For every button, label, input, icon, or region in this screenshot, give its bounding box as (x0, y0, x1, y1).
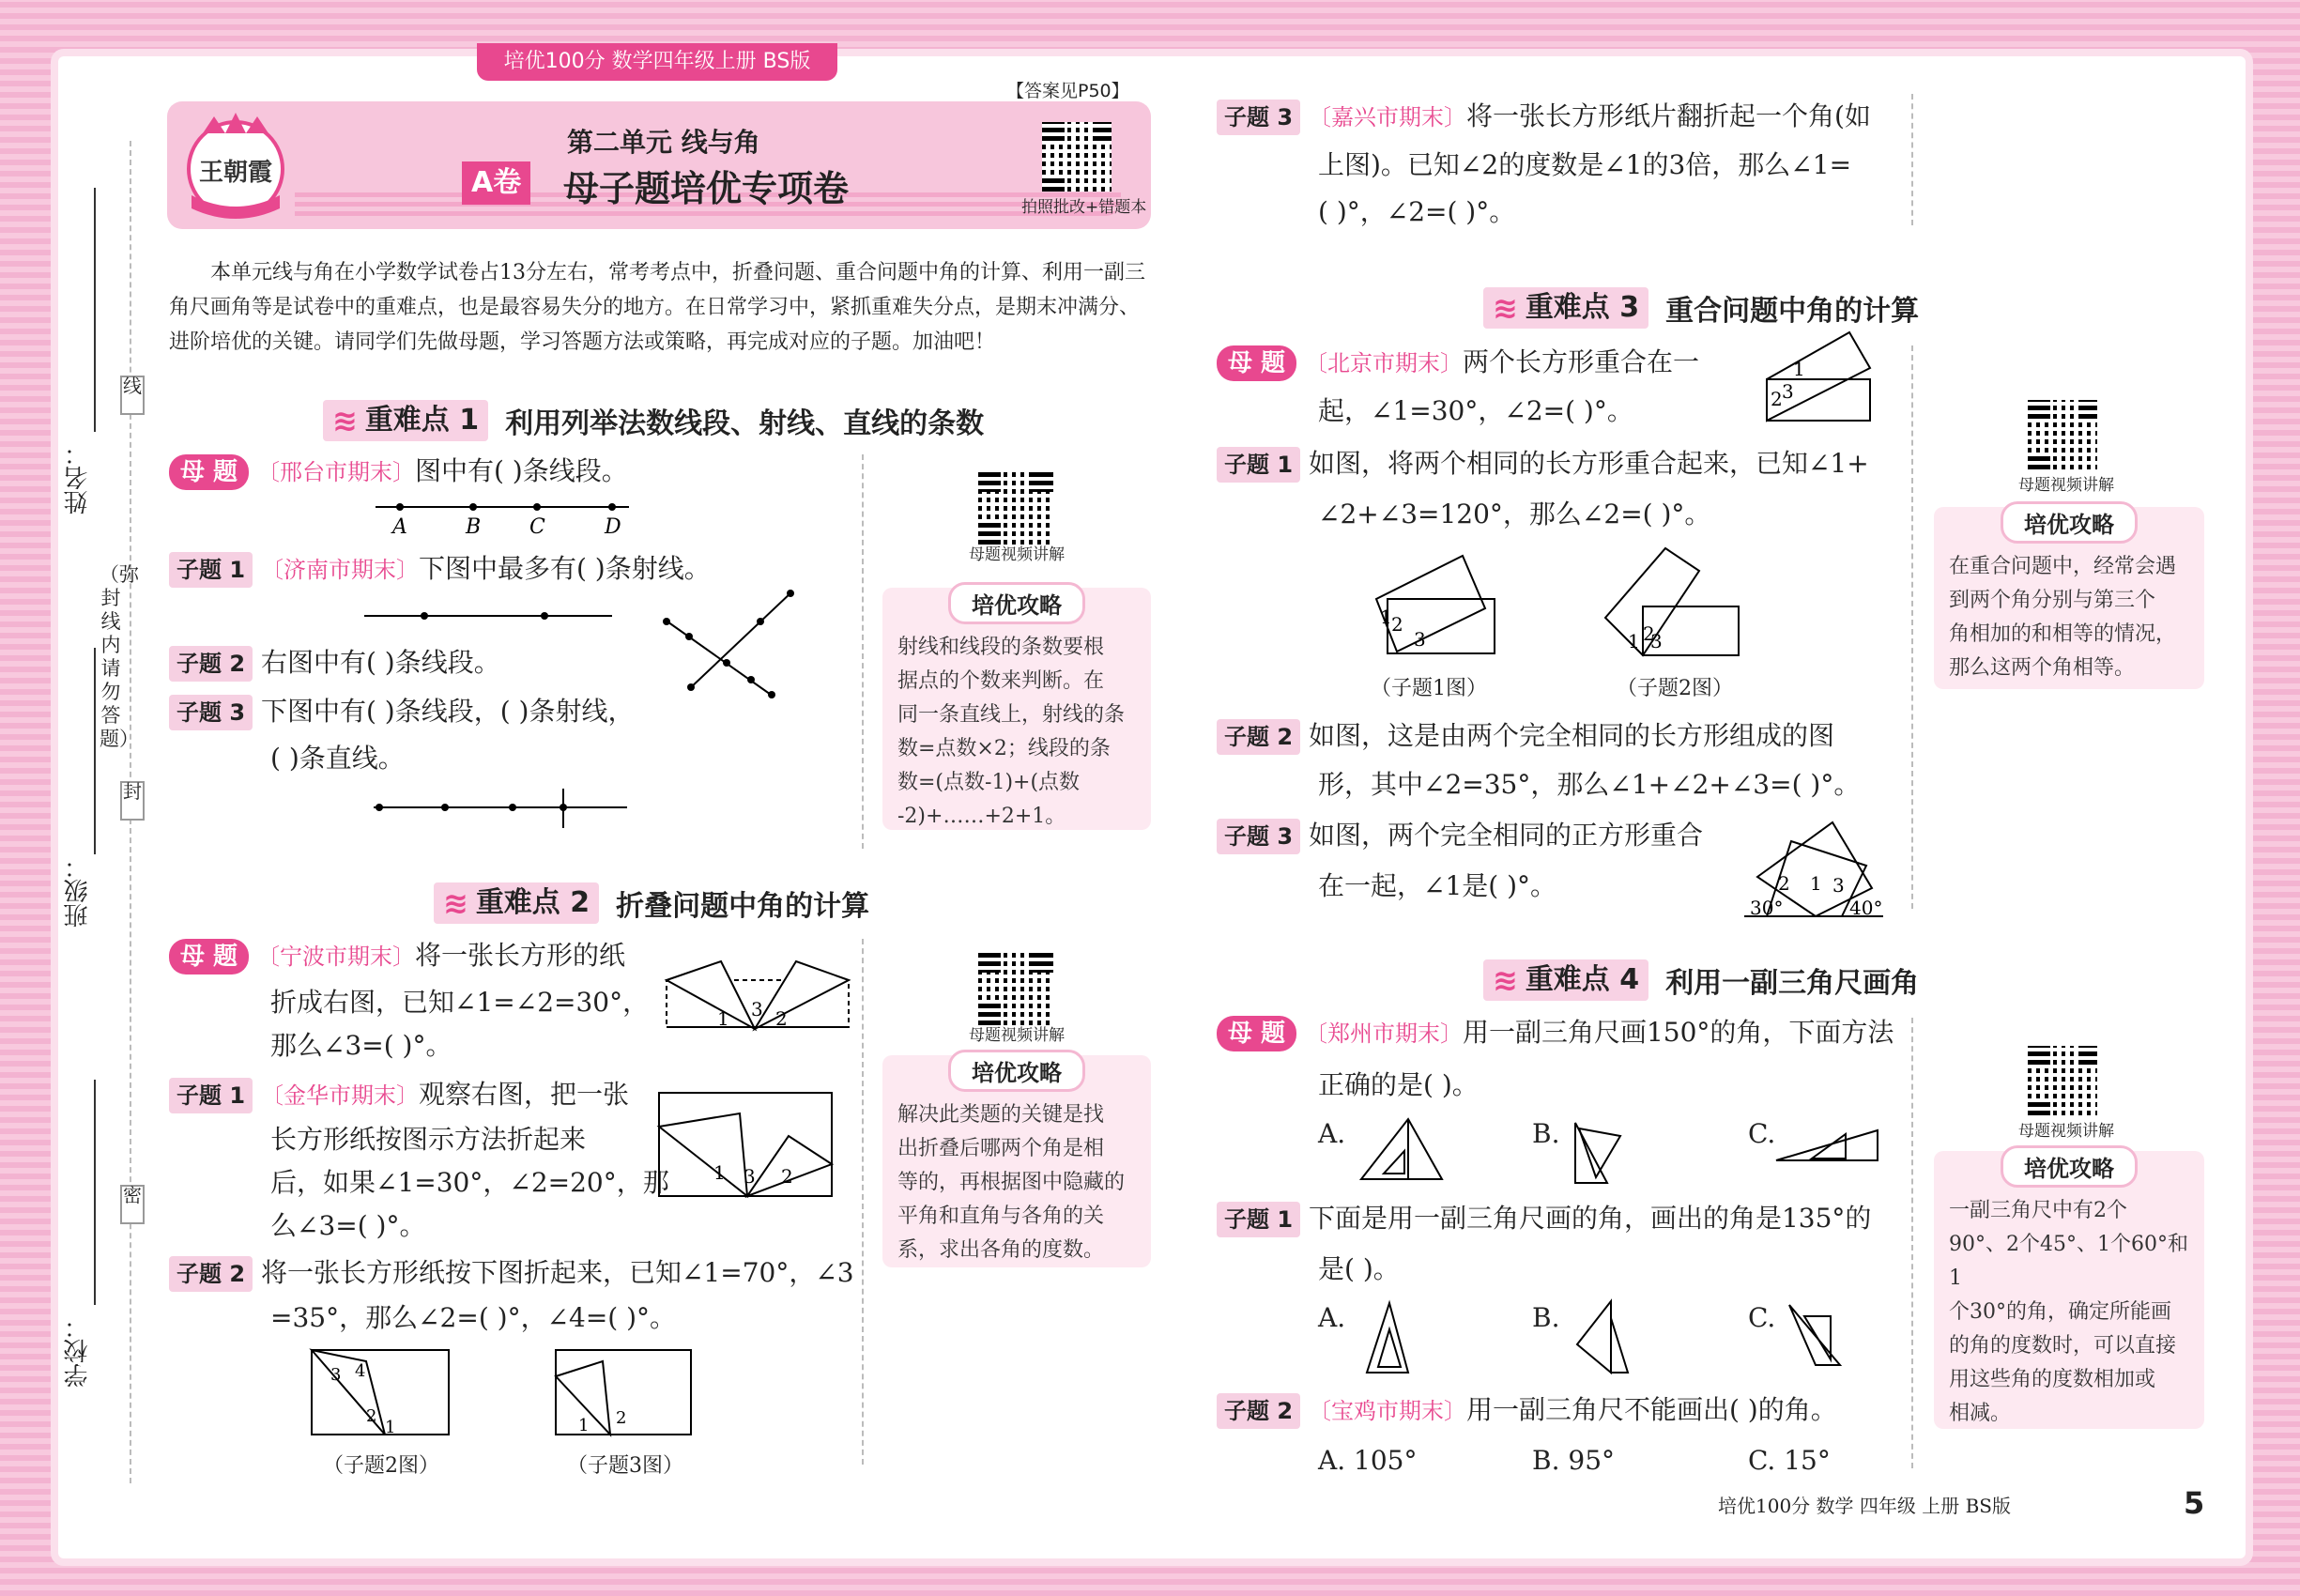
svg-text:4: 4 (355, 1361, 366, 1381)
class-underline (94, 648, 96, 854)
kp2-sub3-caption: （子题3图） (567, 1454, 683, 1478)
svg-text:D: D (605, 515, 621, 539)
kp1-divider (862, 454, 864, 849)
kp1-sub2-figure (661, 582, 802, 704)
seal-mark: 封 (120, 781, 145, 821)
svg-text:2: 2 (1778, 872, 1790, 895)
mi-mark: 密 (120, 1185, 145, 1224)
svg-text:1: 1 (717, 1007, 729, 1030)
kp4-mother-fig-a (1361, 1117, 1446, 1183)
kp2-sub2-line2: =35°，那么∠2=( )°，∠4=( )°。 (270, 1302, 677, 1333)
kp4-sub1: 子题 1 下面是用一副三角尺画的角，画出的角是135°的 (1217, 1200, 1871, 1237)
kp4-mother-opt-a[interactable]: A. (1318, 1118, 1346, 1149)
kp2-sub1-line2: 长方形纸按图示方法折起来 (270, 1124, 587, 1155)
right-top-divider (1911, 94, 1913, 225)
logo (176, 105, 295, 227)
kp4-divider (1911, 1018, 1913, 1468)
kp3-sub1-figure (1369, 552, 1500, 655)
answer-ref: 【答案见P50】 (1006, 81, 1129, 101)
svg-text:3: 3 (1414, 628, 1426, 651)
kp3-divider (1911, 345, 1913, 909)
svg-text:3: 3 (751, 998, 763, 1021)
kp2-tip: 培优攻略 解决此类题的关键是找 出折叠后哪两个角是相 等的，再根据图中隐藏的 平角和直角与各角的关 系，求出各角的度数。 (882, 1055, 1151, 1267)
kp1-heading: ≋ 重难点 1 利用列举法数线段、射线、直线的条数 (323, 400, 984, 441)
kp1-qr-caption: 母题视频讲解 (969, 545, 1065, 564)
svg-text:2: 2 (781, 1165, 793, 1188)
kp4-mother-opt-c[interactable]: C. (1748, 1118, 1776, 1149)
kp4-sub1-fig-c (1787, 1303, 1844, 1369)
unit-title: 第二单元 线与角 (567, 127, 760, 158)
kp4-sub2: 子题 2 〔宝鸡市期末〕用一副三角尺不能画出( )的角。 (1217, 1391, 1837, 1430)
kp2-sub1-line4: 么∠3=( )°。 (270, 1210, 426, 1241)
paper-tag: A卷 (462, 161, 530, 205)
header-tab: 培优100分 数学四年级上册 BS版 (477, 43, 837, 81)
svg-text:40°: 40° (1849, 897, 1883, 919)
kp4-mother-fig-c (1774, 1117, 1887, 1164)
kp3-mother-figure (1765, 330, 1878, 424)
svg-text:2: 2 (1391, 613, 1403, 636)
svg-text:3: 3 (330, 1365, 342, 1385)
kp2-right-sub3-line3: ( )°，∠2=( )°。 (1318, 196, 1516, 227)
kp2-sub2: 子题 2 将一张长方形纸按下图折起来，已知∠1=70°，∠3 (169, 1254, 854, 1292)
kp2-sub1-figure (657, 1089, 836, 1202)
kp1-tip: 培优攻略 射线和线段的条数要根 据点的个数来判断。在 同一条直线上，射线的条 数=点数×2；线段的条 数=(点数-1)+(点数 -2)+……+2+1。 (882, 588, 1151, 830)
kp2-right-sub3-line2: 上图)。已知∠2的度数是∠1的3倍，那么∠1= (1318, 149, 1852, 180)
kp1-sub3-line2: ( )条直线。 (270, 743, 405, 774)
svg-text:3: 3 (1832, 874, 1845, 897)
kp3-mother: 母 题 〔北京市期末〕两个长方形重合在一 (1217, 344, 1699, 382)
kp3-sub2-line2: 形，其中∠2=35°，那么∠1+∠2+∠3=( )°。 (1318, 769, 1861, 800)
kp2-right-sub3: 子题 3 〔嘉兴市期末〕将一张长方形纸片翻折起一个角(如 (1217, 98, 1871, 136)
kp2-qr-code[interactable] (978, 950, 1053, 1025)
kp2-mother: 母 题 〔宁波市期末〕将一张长方形的纸 (169, 937, 625, 975)
kp2-divider (862, 939, 864, 1465)
svg-text:2: 2 (1771, 388, 1783, 410)
kp4-sub1-opt-c[interactable]: C. (1748, 1302, 1776, 1333)
page-number: 5 (2184, 1485, 2205, 1521)
svg-text:1: 1 (1793, 358, 1805, 380)
svg-text:C: C (529, 515, 545, 539)
kp4-mother: 母 题 〔郑州市期末〕用一副三角尺画150°的角，下面方法 (1217, 1014, 1894, 1052)
school-label: 学校： (64, 1314, 92, 1388)
kp2-sub3-figure (554, 1348, 695, 1438)
paper-title: 母子题培优专项卷 (563, 168, 850, 209)
kp2-sub2-caption: （子题2图） (323, 1454, 439, 1478)
svg-text:1: 1 (1628, 630, 1640, 652)
svg-text:2: 2 (1643, 622, 1655, 645)
kp3-sub1-line2: ∠2+∠3=120°，那么∠2=( )°。 (1318, 499, 1711, 529)
kp4-sub2-opt-c[interactable]: C. 15° (1748, 1445, 1831, 1476)
kp3-sub3-figure (1744, 817, 1885, 920)
kp1-sub1-figure (364, 601, 618, 629)
svg-text:2: 2 (775, 1007, 788, 1030)
header-qr-caption: 拍照批改+错题本 (1021, 198, 1147, 217)
kp4-sub2-opt-a[interactable]: A. 105° (1318, 1445, 1418, 1476)
kp2-heading: ≋ 重难点 2 折叠问题中角的计算 (434, 882, 869, 924)
svg-text:A: A (392, 515, 407, 539)
kp3-sub2: 子题 2 如图，这是由两个完全相同的长方形组成的图 (1217, 717, 1834, 755)
kp2-mother-line2: 折成右图，已知∠1=∠2=30°， (270, 987, 650, 1018)
kp1-sub1: 子题 1 〔济南市期末〕下图中最多有( )条射线。 (169, 550, 711, 589)
kp1-qr-code[interactable] (978, 469, 1053, 545)
name-underline (94, 188, 96, 432)
svg-text:1: 1 (1810, 872, 1822, 895)
kp4-tip: 培优攻略 一副三角尺中有2个 90°、2个45°、1个60°和1 个30°的角，确定所能画 的角的度数时，可以直接 用这些角的度数相加或 相减。 (1934, 1151, 2204, 1429)
kp4-mother-line2: 正确的是( )。 (1318, 1069, 1479, 1100)
kp4-sub1-opt-a[interactable]: A. (1318, 1302, 1346, 1333)
kp3-heading: ≋ 重难点 3 重合问题中角的计算 (1483, 287, 1919, 329)
kp4-sub1-line2: 是( )。 (1318, 1253, 1400, 1284)
kp3-sub3-line2: 在一起，∠1是( )°。 (1318, 870, 1557, 901)
svg-text:2: 2 (366, 1406, 377, 1426)
svg-text:3: 3 (1650, 630, 1663, 652)
svg-text:1: 1 (713, 1161, 726, 1184)
kp3-sub1-caption: （子题1图） (1371, 677, 1487, 700)
kp4-qr-code[interactable] (2028, 1046, 2097, 1115)
kp3-qr-code[interactable] (2028, 400, 2097, 469)
binding-notice: （弥封线内请勿答题） (100, 563, 139, 750)
kp1-mother-figure (376, 492, 638, 539)
svg-text:2: 2 (616, 1408, 627, 1428)
intro-text: 本单元线与角在小学数学试卷占13分左右，常考考点中，折叠问题、重合问题中角的计算、利用一副三 角尺画角等是试卷中的重难点，也是最容易失分的地方。在日常学习中，紧抓重难失分点，是期末冲满分、 进阶培优的关键。请同学们先做母题，学习答题方法或策略，再完成对应的子题。加油吧！ (169, 261, 1145, 354)
footer-text: 培优100分 数学 四年级 上册 BS版 (1718, 1495, 2012, 1517)
kp1-sub2: 子题 2 右图中有( )条线段。 (169, 644, 500, 682)
kp3-sub2-figure (1602, 546, 1742, 659)
svg-text:王朝霞: 王朝霞 (198, 159, 273, 187)
svg-text:3: 3 (744, 1165, 756, 1188)
kp2-mother-line3: 那么∠3=( )°。 (270, 1030, 452, 1061)
svg-text:1: 1 (1380, 606, 1392, 628)
kp3-sub1: 子题 1 如图，将两个相同的长方形重合起来，已知∠1+ (1217, 445, 1869, 483)
kp4-sub1-fig-a (1365, 1301, 1412, 1376)
kp4-mother-opt-b[interactable]: B. (1532, 1118, 1560, 1149)
name-label: 姓名： (64, 441, 92, 514)
kp2-sub2-figure (310, 1348, 451, 1438)
kp3-qr-caption: 母题视频讲解 (2018, 476, 2114, 495)
kp2-qr-caption: 母题视频讲解 (969, 1026, 1065, 1045)
svg-text:3: 3 (1782, 380, 1794, 403)
header-qr-code[interactable] (1042, 122, 1112, 192)
kp1-sub3-figure (374, 789, 636, 826)
svg-text:30°: 30° (1750, 897, 1784, 919)
kp1-sub3: 子题 3 下图中有( )条线段，( )条射线， (169, 693, 634, 730)
svg-text:1: 1 (385, 1418, 396, 1437)
kp2-sub1: 子题 1 〔金华市期末〕观察右图，把一张 (169, 1076, 629, 1114)
school-underline (94, 1080, 96, 1305)
kp3-sub3: 子题 3 如图，两个完全相同的正方形重合 (1217, 817, 1703, 854)
kp4-heading: ≋ 重难点 4 利用一副三角尺画角 (1483, 959, 1919, 1001)
line-mark: 线 (120, 376, 145, 415)
class-label: 班级： (64, 854, 92, 928)
kp1-mother: 母 题 〔邢台市期末〕图中有( )条线段。 (169, 453, 628, 491)
kp3-mother-line2: 起，∠1=30°，∠2=( )°。 (1318, 395, 1633, 426)
kp4-qr-caption: 母题视频讲解 (2018, 1122, 2114, 1141)
kp4-sub1-opt-b[interactable]: B. (1532, 1302, 1560, 1333)
svg-text:1: 1 (578, 1416, 590, 1435)
kp4-sub1-fig-b (1575, 1299, 1632, 1374)
kp2-sub1-line3: 后，如果∠1=30°，∠2=20°，那 (270, 1167, 669, 1198)
svg-text:B: B (466, 515, 482, 539)
kp4-mother-fig-b (1570, 1121, 1626, 1187)
kp3-sub2-caption: （子题2图） (1617, 677, 1733, 700)
kp4-sub2-opt-b[interactable]: B. 95° (1532, 1445, 1616, 1476)
kp2-mother-figure (665, 954, 852, 1033)
kp3-tip: 培优攻略 在重合问题中，经常会遇 到两个角分别与第三个 角相加的和相等的情况， 那么这两个角相等。 (1934, 507, 2204, 689)
